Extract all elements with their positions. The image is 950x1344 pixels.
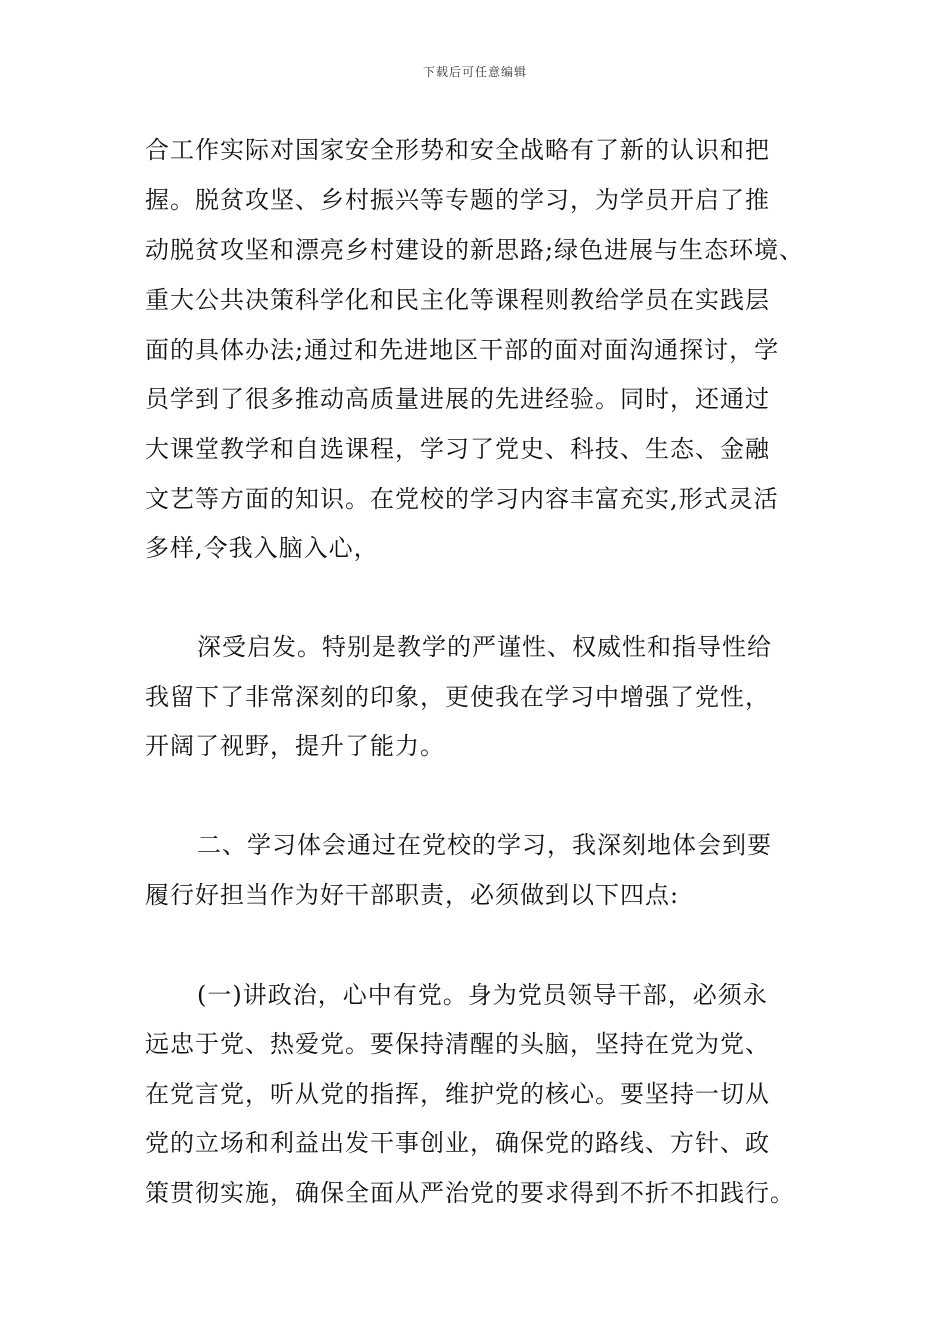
text-line: 面的具体办法;通过和先进地区干部的面对面沟通探讨，学 [145, 336, 780, 364]
text-line: 多样,令我入脑入心， [145, 534, 379, 562]
text-line: (一)讲政治，心中有党。身为党员领导干部，必须永 [197, 981, 768, 1009]
text-line: 履行好担当作为好干部职责，必须做到以下四点: [145, 881, 680, 909]
text-line: 深受启发。特别是教学的严谨性、权威性和指导性给 [197, 633, 772, 661]
text-line: 远忠于党、热爱党。要保持清醒的头脑，坚持在党为党、 [145, 1030, 770, 1058]
text-line: 大课堂教学和自选课程，学习了党史、科技、生态、金融 [145, 435, 770, 463]
text-line: 重大公共决策科学化和民主化等课程则教给学员在实践层 [145, 286, 770, 314]
text-line: 动脱贫攻坚和漂亮乡村建设的新思路;绿色进展与生态环境、 [145, 236, 805, 264]
page-header: 下载后可任意编辑 [422, 65, 527, 79]
text-line: 我留下了非常深刻的印象，更使我在学习中增强了党性， [145, 683, 770, 711]
text-line: 策贯彻实施，确保全面从严治党的要求得到不折不扣践行。 [145, 1179, 795, 1207]
text-line: 在党言党，听从党的指挥，维护党的核心。要坚持一切从 [145, 1080, 770, 1108]
text-line: 员学到了很多推动高质量进展的先进经验。同时，还通过 [145, 385, 770, 413]
text-line: 开阔了视野，提升了能力。 [145, 732, 445, 760]
text-line: 二、学习体会通过在党校的学习，我深刻地体会到要 [197, 831, 772, 859]
text-line: 文艺等方面的知识。在党校的学习内容丰富充实,形式灵活 [145, 485, 779, 513]
text-line: 合工作实际对国家安全形势和安全战略有了新的认识和把 [145, 136, 770, 164]
text-line: 握。脱贫攻坚、乡村振兴等专题的学习，为学员开启了推 [145, 186, 770, 214]
text-line: 党的立场和利益出发干事创业，确保党的路线、方针、政 [145, 1129, 770, 1157]
